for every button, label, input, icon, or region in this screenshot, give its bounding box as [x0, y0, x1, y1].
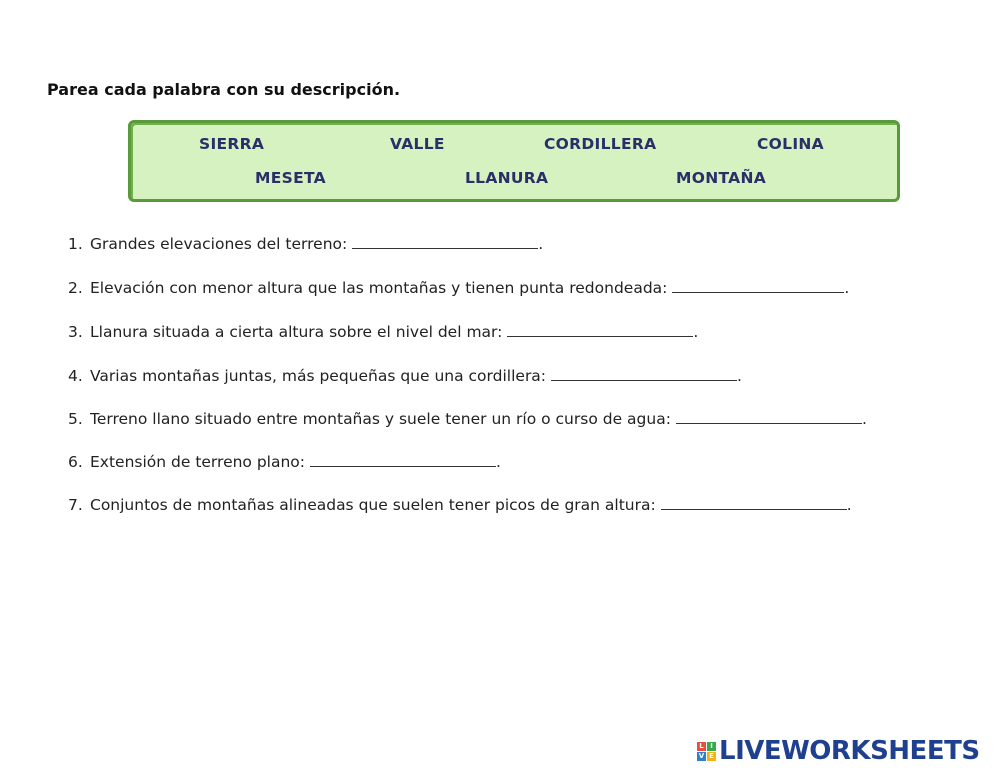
- item-text: Llanura situada a cierta altura sobre el nivel del mar:: [90, 323, 503, 341]
- item-text: Elevación con menor altura que las montañas y tienen punta redondeada:: [90, 279, 668, 297]
- item-number: 2.: [68, 279, 83, 297]
- item-number: 1.: [68, 235, 83, 253]
- word-montana: MONTAÑA: [676, 169, 767, 187]
- list-item: [68, 234, 543, 253]
- list-item: [68, 322, 698, 341]
- logo-mark-letter: I: [707, 742, 716, 751]
- item-end: .: [846, 496, 852, 514]
- list-item: [68, 366, 742, 385]
- item-number: 5.: [68, 410, 83, 428]
- list-item: [68, 495, 852, 514]
- word-valle: VALLE: [390, 135, 445, 153]
- word-colina: COLINA: [757, 135, 824, 153]
- word-llanura: LLANURA: [465, 169, 549, 187]
- word-cordillera: CORDILLERA: [544, 135, 657, 153]
- answer-blank-7[interactable]: [661, 495, 847, 510]
- item-number: 7.: [68, 496, 83, 514]
- answer-blank-5[interactable]: [676, 409, 862, 424]
- item-text: Terreno llano situado entre montañas y suele tener un río o curso de agua:: [90, 410, 671, 428]
- item-end: .: [538, 235, 544, 253]
- item-end: .: [861, 410, 867, 428]
- list-item: [68, 452, 501, 471]
- logo-mark-letter: V: [698, 751, 705, 760]
- logo-mark-letter: E: [707, 752, 716, 761]
- logo-mark-icon: [697, 742, 716, 761]
- item-text: Extensión de terreno plano:: [90, 453, 306, 471]
- item-text: Varias montañas juntas, más pequeñas que una cordillera:: [90, 367, 547, 385]
- logo-text: LIVEWORKSHEETS: [719, 736, 980, 766]
- answer-blank-4[interactable]: [551, 366, 737, 381]
- word-meseta: MESETA: [255, 169, 326, 187]
- list-item: [68, 409, 867, 428]
- item-text: Conjuntos de montañas alineadas que suelen tener picos de gran altura:: [90, 496, 656, 514]
- item-number: 6.: [68, 453, 83, 471]
- answer-blank-6[interactable]: [310, 452, 496, 467]
- item-number: 4.: [68, 367, 83, 385]
- item-end: .: [496, 453, 501, 471]
- liveworksheets-logo: [697, 736, 980, 766]
- list-item: [68, 278, 849, 297]
- item-end: .: [737, 367, 742, 385]
- logo-mark-letter: L: [697, 742, 706, 751]
- answer-blank-3[interactable]: [507, 322, 693, 337]
- word-bank-box: [128, 120, 900, 202]
- item-end: .: [844, 279, 850, 297]
- word-sierra: SIERRA: [199, 135, 265, 153]
- answer-blank-2[interactable]: [672, 278, 844, 293]
- answer-blank-1[interactable]: [352, 234, 538, 249]
- instruction-heading: Parea cada palabra con su descripción.: [47, 80, 401, 99]
- item-number: 3.: [68, 323, 83, 341]
- item-text: Grandes elevaciones del terreno:: [90, 235, 348, 253]
- item-end: .: [693, 323, 699, 341]
